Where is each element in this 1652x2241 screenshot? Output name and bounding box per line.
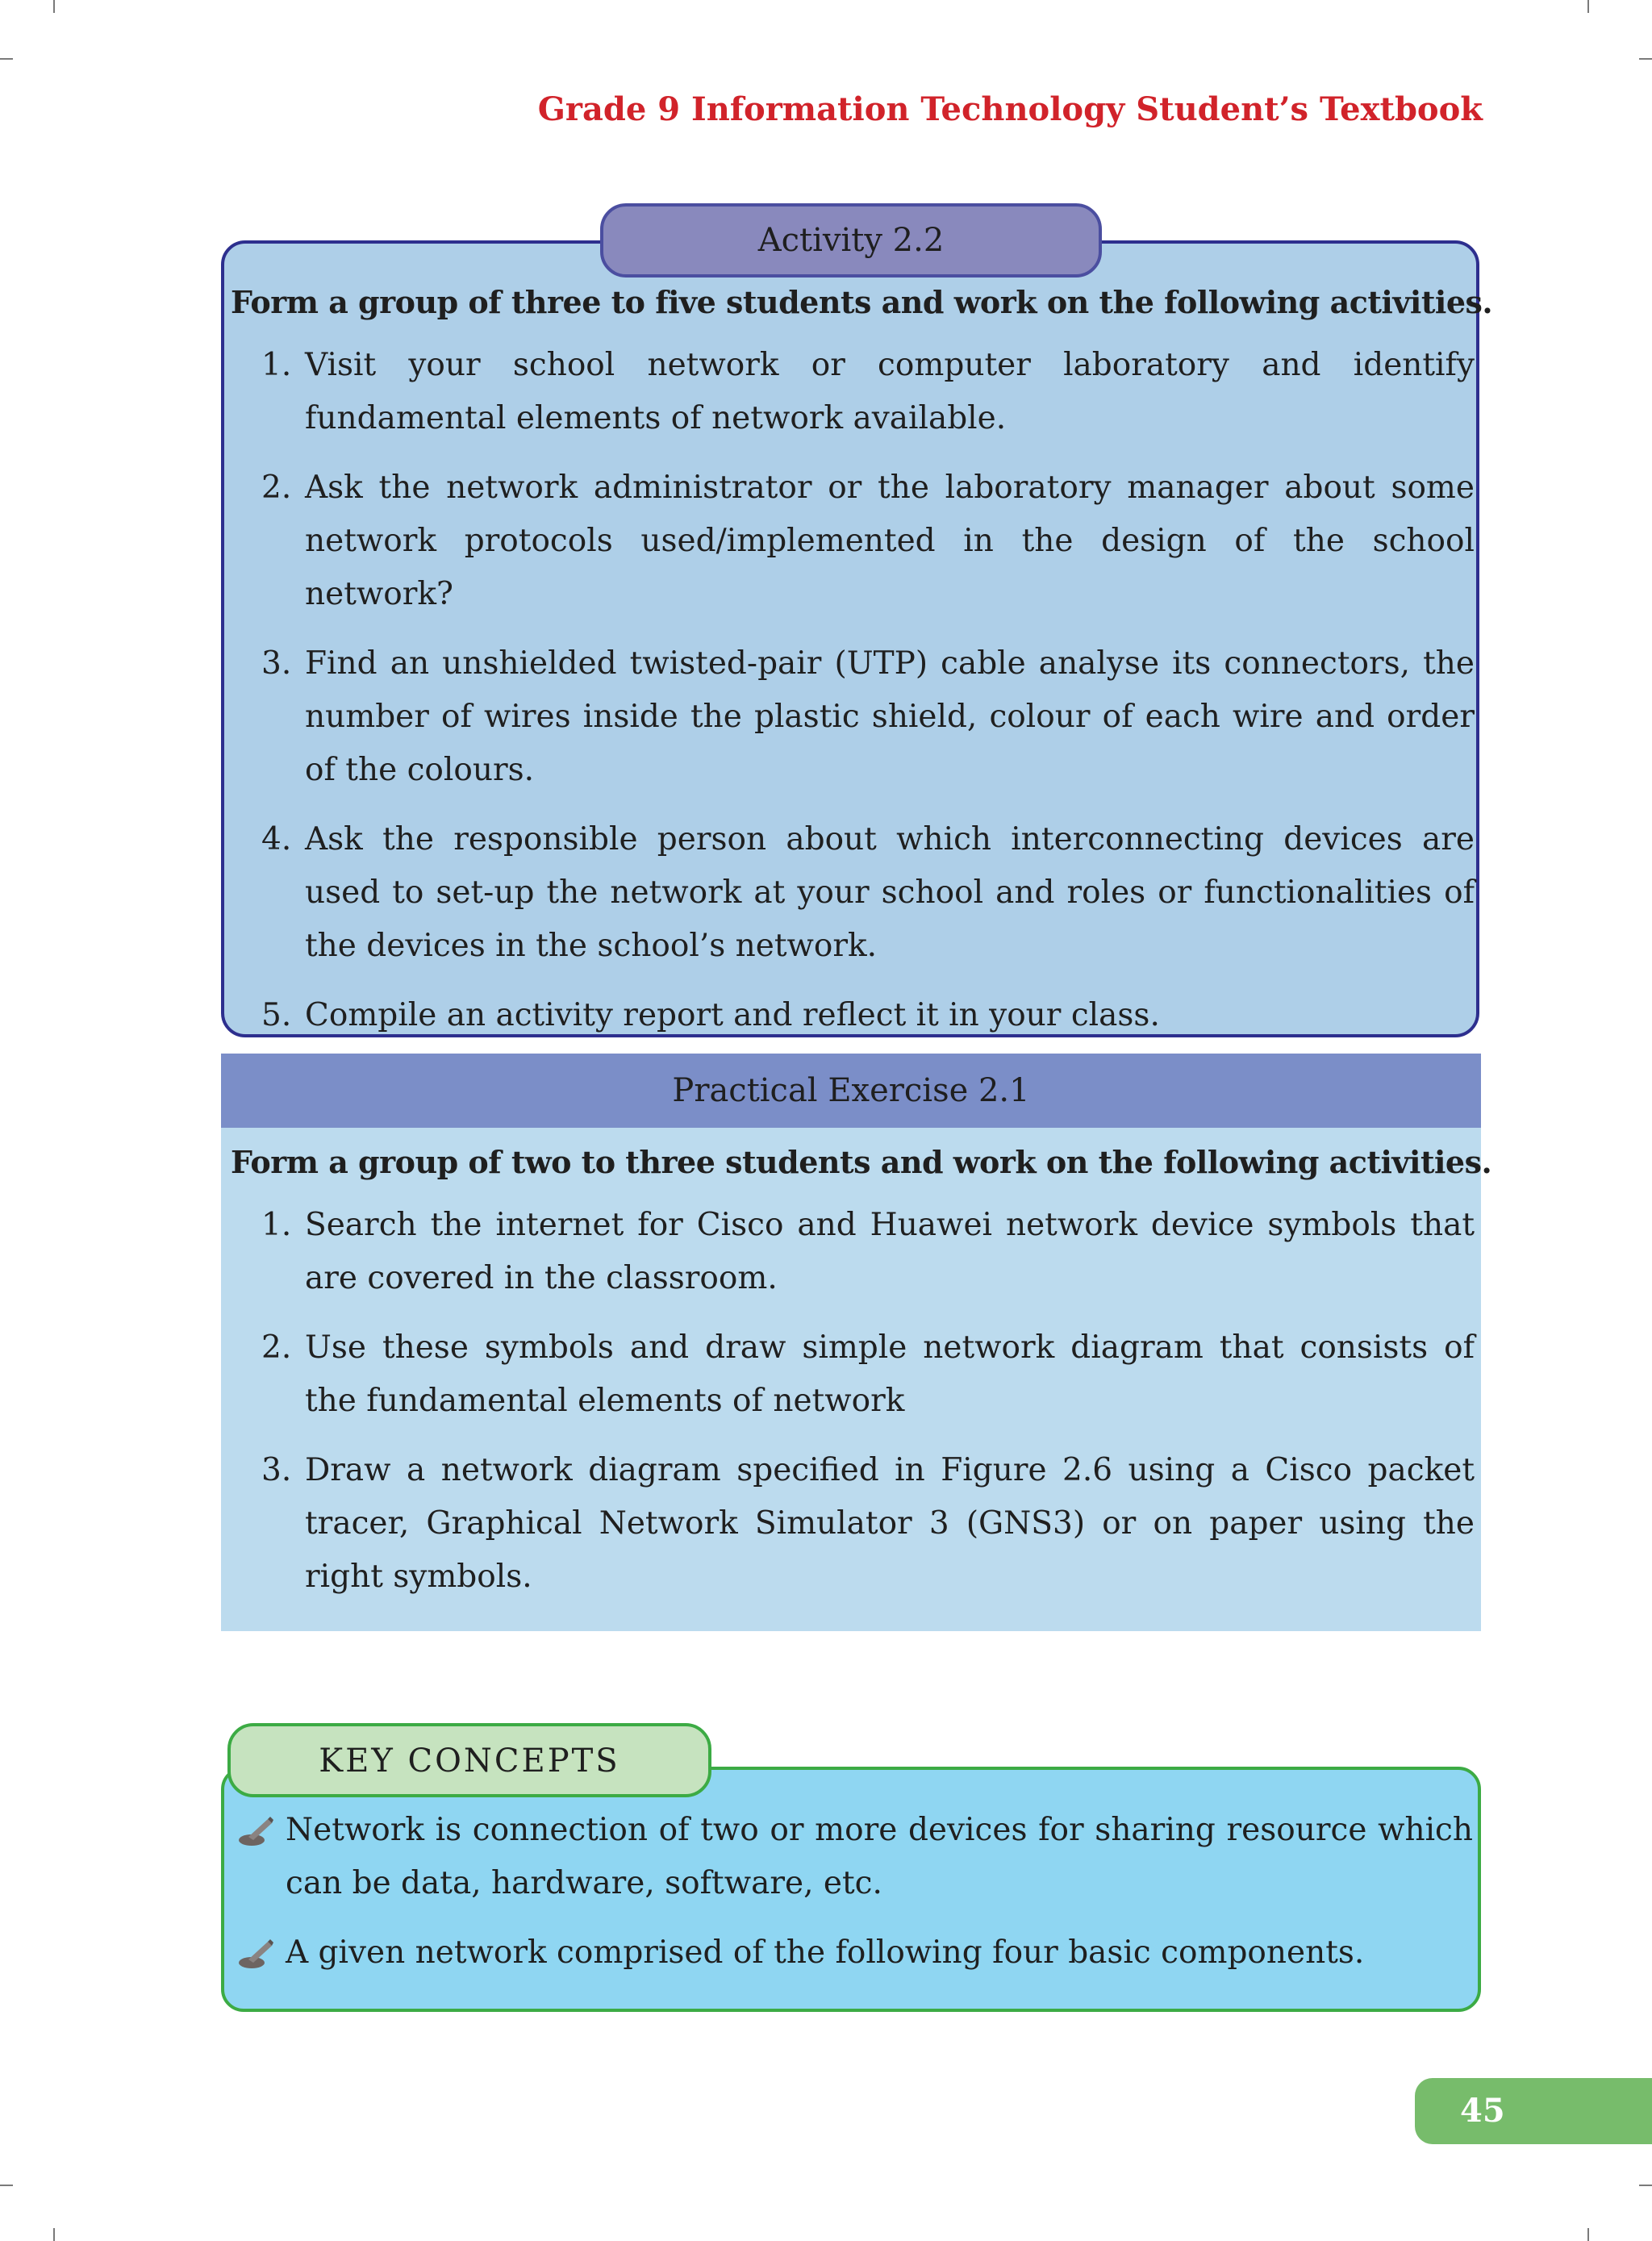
item-number: 5. — [261, 997, 292, 1033]
item-text: Draw a network diagram specified in Figure 2.6 using a Cisco packet tracer, Graphical Network Simulator 3 (GNS3) or on paper using the right symbols. — [305, 1452, 1475, 1595]
practical-list — [258, 1199, 1475, 1620]
item-number: 1. — [261, 1207, 292, 1243]
pen-icon — [237, 1934, 274, 1967]
key-concepts-tab: KEY CONCEPTS — [227, 1723, 711, 1797]
item-number: 2. — [261, 469, 292, 506]
crop-mark — [0, 2185, 13, 2186]
item-number: 4. — [261, 821, 292, 858]
list-item — [258, 461, 1475, 621]
crop-mark — [1639, 2185, 1652, 2186]
item-text: Find an unshielded twisted-pair (UTP) cable analyse its connectors, the number of wires inside the plastic shield, colour of each wire and order of the colours. — [305, 645, 1475, 788]
item-text: Compile an activity report and reflect it in your class. — [305, 997, 1160, 1033]
item-number: 3. — [261, 645, 292, 682]
list-item — [237, 1926, 1473, 1980]
item-number: 1. — [261, 347, 292, 383]
item-number: 3. — [261, 1452, 292, 1488]
item-text: Ask the network administrator or the laboratory manager about some network protocols used/implemented in the design of the school network? — [305, 469, 1475, 612]
practical-header: Practical Exercise 2.1 — [221, 1054, 1481, 1128]
key-concepts-list — [237, 1804, 1473, 1996]
crop-mark — [1587, 2228, 1589, 2241]
activity-intro: Form a group of three to five students and work on the following activities. — [231, 284, 1493, 320]
activity-list — [258, 339, 1475, 1058]
item-text: Use these symbols and draw simple network diagram that consists of the fundamental elements of network — [305, 1329, 1475, 1419]
page-number: 45 — [1415, 2078, 1652, 2144]
crop-mark — [53, 2228, 55, 2241]
practical-intro: Form a group of two to three students and work on the following activities. — [231, 1144, 1492, 1180]
crop-mark — [0, 58, 13, 60]
item-text: Ask the responsible person about which interconnecting devices are used to set-up the network at your school and roles or functionalities of the devices in the school’s network. — [305, 821, 1475, 964]
list-item — [258, 813, 1475, 973]
list-item — [258, 339, 1475, 445]
crop-mark — [53, 0, 55, 13]
list-item — [258, 989, 1475, 1042]
item-number: 2. — [261, 1329, 292, 1366]
running-header: Grade 9 Information Technology Student’s Textbook — [537, 90, 1483, 128]
list-item — [237, 1804, 1473, 1910]
list-item — [258, 1444, 1475, 1604]
item-text: Visit your school network or computer laboratory and identify fundamental elements of network available. — [305, 347, 1475, 436]
list-item — [258, 1321, 1475, 1428]
item-text: A given network comprised of the following four basic components. — [286, 1934, 1365, 1971]
crop-mark — [1639, 58, 1652, 60]
list-item — [258, 1199, 1475, 1305]
crop-mark — [1587, 0, 1589, 13]
pen-icon — [237, 1812, 274, 1844]
item-text: Search the internet for Cisco and Huawei network device symbols that are covered in the classroom. — [305, 1207, 1475, 1296]
item-text: Network is connection of two or more devices for sharing resource which can be data, hardware, software, etc. — [286, 1812, 1473, 1901]
activity-tab: Activity 2.2 — [600, 203, 1102, 278]
list-item — [258, 637, 1475, 797]
